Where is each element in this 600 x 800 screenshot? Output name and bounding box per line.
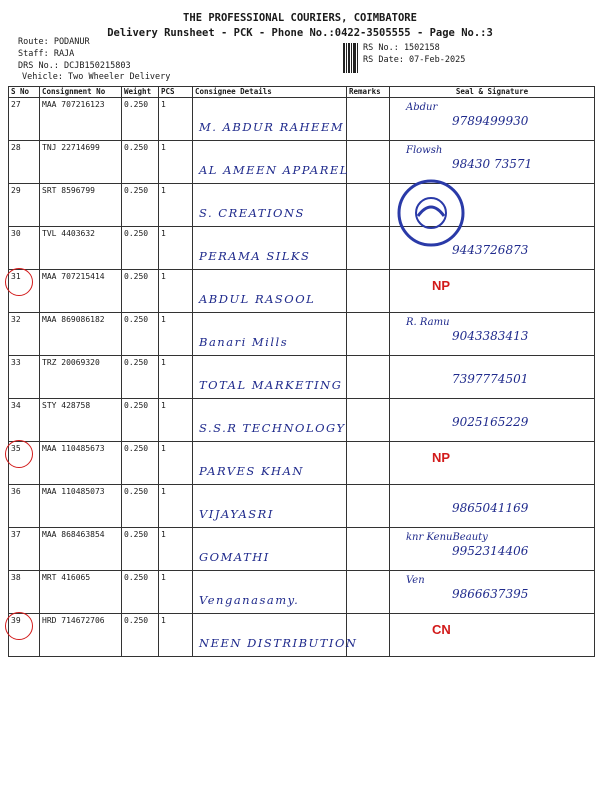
route-label: Route: PODANUR [18, 37, 90, 47]
row-pcs: 1 [159, 313, 193, 356]
table-row [9, 98, 595, 141]
row-weight: 0.250 [122, 356, 159, 399]
row-consignee: ABDUL RASOOL [199, 292, 316, 306]
row-consignee-cell [193, 485, 347, 528]
row-pcs: 1 [159, 399, 193, 442]
col-consignee: Consignee Details [193, 87, 347, 98]
row-consignee-cell [193, 141, 347, 184]
row-sno: 31 [9, 270, 40, 313]
col-consignment: Consignment No [40, 87, 122, 98]
row-consignment-no: TVL 4403632 [40, 227, 122, 270]
table-row [9, 227, 595, 270]
row-consignee: AL AMEEN APPAREL [199, 163, 349, 177]
row-consignee: Venganasamy. [199, 593, 300, 607]
table-row [9, 184, 595, 227]
row-remarks-cell [347, 442, 390, 485]
row-remarks-cell [347, 485, 390, 528]
row-status: NP [432, 278, 451, 293]
row-consignment-no: MAA 707215414 [40, 270, 122, 313]
row-weight: 0.250 [122, 227, 159, 270]
row-weight: 0.250 [122, 184, 159, 227]
row-phone: 9865041169 [452, 501, 529, 515]
row-consignee: M. ABDUR RAHEEM [199, 120, 345, 134]
row-consignment-no: SRT 8596799 [40, 184, 122, 227]
barcode-icon [343, 43, 359, 73]
row-consignee-cell [193, 270, 347, 313]
row-weight: 0.250 [122, 399, 159, 442]
row-pcs: 1 [159, 571, 193, 614]
row-sno: 34 [9, 399, 40, 442]
row-consignee-cell [193, 227, 347, 270]
row-consignment-no: MAA 868463854 [40, 528, 122, 571]
row-remarks-cell [347, 227, 390, 270]
col-pcs: PCS [159, 87, 193, 98]
row-phone: 9789499930 [452, 114, 529, 128]
row-phone: 7397774501 [452, 372, 529, 386]
table-row [9, 528, 595, 571]
row-pcs: 1 [159, 442, 193, 485]
row-weight: 0.250 [122, 571, 159, 614]
row-consignee-cell [193, 184, 347, 227]
row-pcs: 1 [159, 184, 193, 227]
table-row [9, 614, 595, 657]
table-row [9, 442, 595, 485]
row-weight: 0.250 [122, 442, 159, 485]
row-phone: 9043383413 [452, 329, 529, 343]
col-weight: Weight [122, 87, 159, 98]
row-signature-cell [390, 399, 595, 442]
row-consignee-cell [193, 528, 347, 571]
row-sno: 36 [9, 485, 40, 528]
row-sno: 30 [9, 227, 40, 270]
row-consignee: PARVES KHAN [199, 464, 304, 478]
row-signature-mark: Abdur [406, 102, 438, 113]
row-pcs: 1 [159, 227, 193, 270]
table-body [9, 98, 595, 657]
row-consignment-no: MAA 707216123 [40, 98, 122, 141]
col-remarks: Remarks [347, 87, 390, 98]
row-signature-mark: Ven [406, 575, 425, 586]
col-sno: S No [9, 87, 40, 98]
row-phone: 9443726873 [452, 243, 529, 257]
rs-date: RS Date: 07-Feb-2025 [363, 55, 466, 65]
row-sno: 29 [9, 184, 40, 227]
row-sno: 27 [9, 98, 40, 141]
row-consignee: NEEN DISTRIBUTION [199, 636, 358, 650]
row-status: NP [432, 450, 451, 465]
row-consignee-cell [193, 399, 347, 442]
row-signature-cell [390, 313, 595, 356]
row-consignee: S. CREATIONS [199, 206, 305, 220]
table-row [9, 485, 595, 528]
row-consignee: VIJAYASRI [199, 507, 274, 521]
row-remarks-cell [347, 141, 390, 184]
row-consignment-no: TNJ 22714699 [40, 141, 122, 184]
col-seal-signature: Seal & Signature [390, 87, 595, 98]
table-row [9, 313, 595, 356]
row-remarks-cell [347, 270, 390, 313]
row-consignee-cell [193, 571, 347, 614]
row-phone: 98430 73571 [452, 157, 533, 171]
row-signature-cell [390, 485, 595, 528]
vehicle-label: Vehicle: Two Wheeler Delivery [22, 72, 171, 82]
row-consignment-no: STY 428758 [40, 399, 122, 442]
row-weight: 0.250 [122, 528, 159, 571]
row-sno: 38 [9, 571, 40, 614]
row-remarks-cell [347, 313, 390, 356]
row-remarks-cell [347, 528, 390, 571]
row-consignee-cell [193, 313, 347, 356]
row-sno: 39 [9, 614, 40, 657]
table-header-row [9, 87, 595, 98]
runsheet-table [8, 86, 595, 657]
row-signature-cell [390, 270, 595, 313]
row-signature-cell [390, 528, 595, 571]
row-sno: 28 [9, 141, 40, 184]
row-weight: 0.250 [122, 141, 159, 184]
row-consignee: S.S.R TECHNOLOGY [199, 421, 346, 435]
row-signature-mark: Flowsh [406, 145, 443, 156]
row-weight: 0.250 [122, 270, 159, 313]
row-remarks-cell [347, 614, 390, 657]
row-weight: 0.250 [122, 614, 159, 657]
row-remarks-cell [347, 571, 390, 614]
row-sno: 37 [9, 528, 40, 571]
row-remarks-cell [347, 399, 390, 442]
row-pcs: 1 [159, 356, 193, 399]
table-row [9, 356, 595, 399]
row-pcs: 1 [159, 485, 193, 528]
table-row [9, 571, 595, 614]
row-pcs: 1 [159, 98, 193, 141]
row-status: CN [432, 622, 451, 637]
row-consignee-cell [193, 442, 347, 485]
row-pcs: 1 [159, 141, 193, 184]
row-pcs: 1 [159, 528, 193, 571]
row-phone: 9952314406 [452, 544, 529, 558]
row-weight: 0.250 [122, 313, 159, 356]
runsheet-title: Delivery Runsheet - PCK - Phone No.:0422-3505555 - Page No.:3 [107, 27, 493, 39]
row-consignment-no: MAA 110485673 [40, 442, 122, 485]
row-weight: 0.250 [122, 485, 159, 528]
table-row [9, 399, 595, 442]
row-consignment-no: HRD 714672706 [40, 614, 122, 657]
row-signature-cell [390, 356, 595, 399]
row-consignment-no: TRZ 20069320 [40, 356, 122, 399]
row-consignee-cell [193, 614, 358, 657]
row-consignment-no: MRT 416065 [40, 571, 122, 614]
row-signature-cell [390, 442, 595, 485]
row-sno: 32 [9, 313, 40, 356]
row-phone: 9866637395 [452, 587, 529, 601]
table-row [9, 141, 595, 184]
row-weight: 0.250 [122, 98, 159, 141]
row-consignee: GOMATHI [199, 550, 270, 564]
row-signature-cell [390, 98, 595, 141]
table-row [9, 270, 595, 313]
row-consignee-cell [193, 356, 347, 399]
row-consignee: TOTAL MARKETING [199, 378, 343, 392]
row-remarks-cell [347, 356, 390, 399]
row-sno: 33 [9, 356, 40, 399]
row-consignee-cell [193, 98, 347, 141]
row-phone: 9025165229 [452, 415, 529, 429]
row-signature-mark: R. Ramu [406, 317, 450, 328]
row-signature-cell [390, 571, 595, 614]
company-title: THE PROFESSIONAL COURIERS, COIMBATORE [183, 12, 417, 24]
rs-number: RS No.: 1502158 [363, 43, 440, 53]
row-pcs: 1 [159, 270, 193, 313]
row-sno: 35 [9, 442, 40, 485]
row-consignee: Banari Mills [199, 335, 289, 349]
row-remarks-cell [347, 184, 390, 227]
drs-number: DRS No.: DCJB150215803 [18, 61, 131, 71]
row-consignment-no: MAA 110485073 [40, 485, 122, 528]
row-signature-mark: knr KenuBeauty [406, 532, 488, 543]
row-consignment-no: MAA 869086182 [40, 313, 122, 356]
staff-label: Staff: RAJA [18, 49, 75, 59]
row-remarks-cell [347, 98, 390, 141]
company-stamp-icon [396, 178, 466, 248]
row-consignee: PERAMA SILKS [199, 249, 311, 263]
row-signature-cell [390, 614, 595, 657]
row-pcs: 1 [159, 614, 193, 657]
